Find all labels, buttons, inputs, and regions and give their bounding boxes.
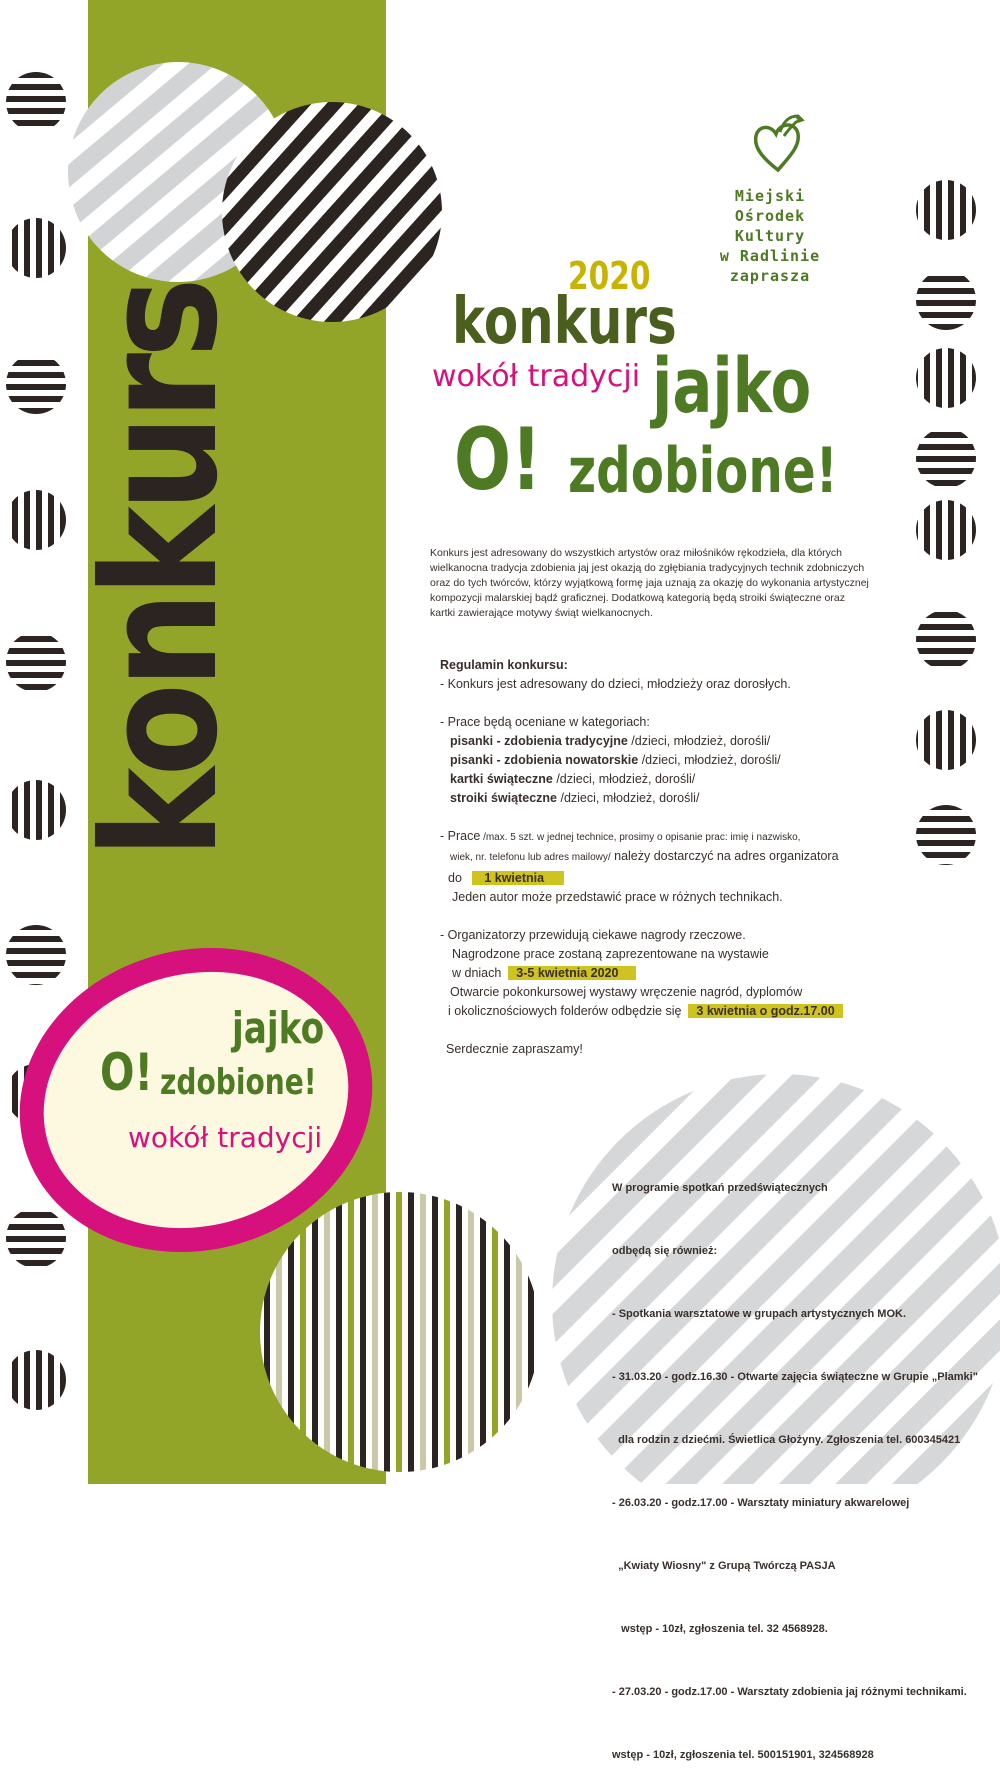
deadline-highlight: 1 kwietnia [472,871,564,885]
program [612,1136,992,1787]
ceremony-highlight: 3 kwietnia o godz.17.00 [688,1004,842,1018]
category-item: stroiki świąteczne /dzieci, młodzież, dorośli/ [450,791,700,805]
organizer-line1: Miejski [734,187,806,205]
headline-konkurs: konkurs [452,285,677,359]
headline-zdobione: zdobione! [568,434,838,507]
intro-line: kartki zawierające motywy świąt wielkanocnych. [430,607,653,619]
category-item: kartki świąteczne /dzieci, młodzież, dorośli/ [450,772,696,786]
exhibition-highlight: 3-5 kwietnia 2020 [508,966,636,980]
organizer-line5: zaprasza [729,267,811,285]
intro-line: wielkanocna tradycja zdobienia jaj jest okazją do zgłębiania tradycyjnych technik zdobniczych [430,562,865,574]
intro-line: Konkurs jest adresowany do wszystkich artystów oraz miłośników rękodzieła, dla których [430,547,842,559]
rules-prizes: - Organizatorzy przewidują ciekawe nagrody rzeczowe. [440,928,746,942]
badge [60,1005,360,1205]
headline-o: O! [454,410,542,510]
rules-exhibition-dates: w dniach 3-5 kwietnia 2020 [440,964,920,983]
headline-year: 2020 [568,254,651,298]
rules-submit: - Prace /max. 5 szt. w jednej technice, prosimy o opisanie prac: imię i nazwisko, [440,829,801,843]
badge-o: O! [100,1043,153,1103]
program-line: dla rodzin z dziećmi. Świetlica Głożyny. Zgłoszenia tel. 600345421 [612,1434,961,1446]
program-line: wstęp - 10zł, zgłoszenia tel. 32 4568928. [612,1623,828,1635]
headline-subtitle: wokół tradycji [432,359,641,394]
program-line: odbędą się również: [612,1245,718,1257]
rules-audience: - Konkurs jest adresowany do dzieci, młodzieży oraz dorosłych. [440,677,791,691]
badge-zdobione: zdobione! [160,1062,317,1103]
intro-paragraph [430,546,890,621]
side-banner-text: konkurs [69,282,253,858]
headline-jajko: jajko [652,341,812,430]
category-list [440,732,920,808]
rules-submit-cont: wiek, nr. telefonu lub adres mailowy/ należy dostarczyć na adres organizatora [450,849,839,863]
intro-line: oraz do tych twórców, którzy wyjątkową formę jaja uznają za okazję do wykonania artystycznej [430,577,869,589]
rules [440,656,920,1059]
organizer-line3: Kultury [734,227,806,245]
rules-title: Regulamin konkursu: [440,658,568,672]
badge-jajko: jajko [232,1003,325,1054]
organizer-line2: Ośrodek [734,207,806,225]
rules-multi: Jeden autor może przedstawić prace w różnych technikach. [452,890,783,904]
rules-deadline: do 1 kwietnia [440,869,920,888]
intro-line: kompozycji malarskiej bądź graficznej. Dodatkową kategorią będą stroiki świąteczne oraz [430,592,845,604]
program-line: - 26.03.20 - godz.17.00 - Warsztaty miniatury akwarelowej [612,1497,910,1509]
badge-subtitle: wokół tradycji [128,1121,323,1154]
left-dots [6,72,66,1410]
program-line: „Kwiaty Wiosny" z Grupą Twórczą PASJA [612,1560,836,1572]
headline [420,250,890,530]
organizer-line4: w Radlinie [719,247,821,265]
bird-heart-logo-icon [750,112,806,176]
program-line: - 31.03.20 - godz.16.30 - Otwarte zajęcia świąteczne w Grupie „Plamki" [612,1371,978,1383]
category-item: pisanki - zdobienia nowatorskie /dzieci, młodzież, dorośli/ [450,753,781,767]
rules-opening: Otwarcie pokonkursowej wystawy wręczenie nagród, dyplomów [450,985,803,999]
rules-ceremony: i okolicznościowych folderów odbędzie się 3 kwietnia o godz.17.00 [440,1002,920,1021]
side-banner-word [69,258,282,858]
program-line: wstęp - 10zł, zgłoszenia tel. 500151901, 324568928 [612,1749,874,1761]
program-line: - Spotkania warsztatowe w grupach artystycznych MOK. [612,1308,907,1320]
program-line: W programie spotkań przedświątecznych [612,1182,828,1194]
rules-categories-intro: - Prace będą oceniane w kategoriach: [440,715,650,729]
program-line: - 27.03.20 - godz.17.00 - Warsztaty zdobienia jaj różnymi technikami. [612,1686,967,1698]
category-item: pisanki - zdobienia tradycyjne /dzieci, młodzież, dorośli/ [450,734,771,748]
right-dots [916,180,976,865]
rules-closing: Serdecznie zapraszamy! [446,1042,583,1056]
rules-exhibition: Nagrodzone prace zostaną zaprezentowane na wystawie [452,947,769,961]
